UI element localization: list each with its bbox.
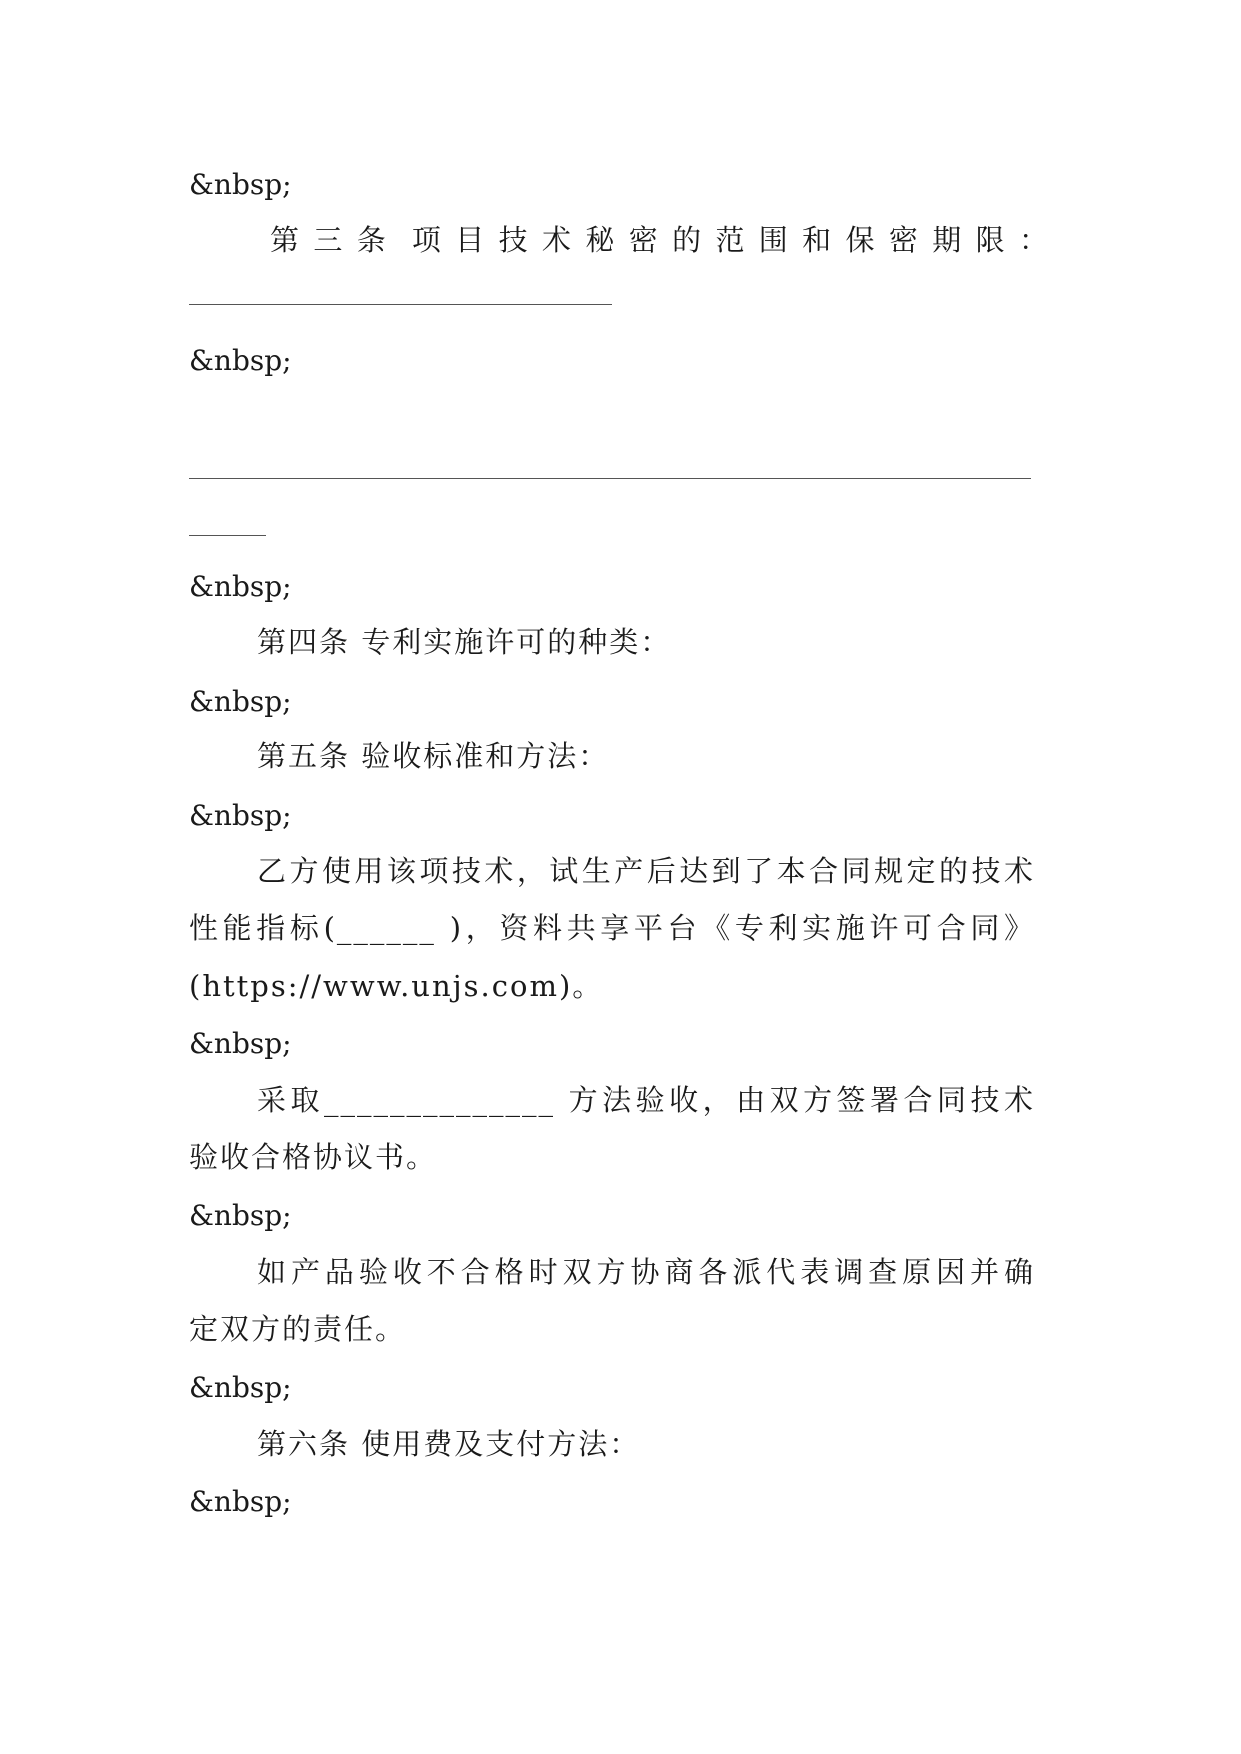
nbsp-text: &nbsp; xyxy=(189,799,292,832)
article-5-title: 第五条 验收标准和方法： xyxy=(257,739,610,773)
paragraph-line: 如产品验收不合格时双方协商各派代表调查原因并确 xyxy=(257,1255,1035,1289)
fill-in-underline xyxy=(189,478,1031,479)
paragraph-line: 定双方的责任。 xyxy=(189,1312,407,1346)
nbsp-text: &nbsp; xyxy=(189,570,292,603)
nbsp-text: &nbsp; xyxy=(189,1027,292,1060)
article-4-title: 第四条 专利实施许可的种类： xyxy=(257,625,672,659)
paragraph-line: 乙方使用该项技术，试生产后达到了本合同规定的技术 xyxy=(257,854,1035,888)
nbsp-text: &nbsp; xyxy=(189,1371,292,1404)
article-3-title: 第 三 条 项 目 技 术 秘 密 的 范 围 和 保 密 期 限 ： xyxy=(270,223,1050,257)
nbsp-text: &nbsp; xyxy=(189,168,292,201)
paragraph-line: 采取______________ 方法验收，由双方签署合同技术 xyxy=(257,1083,1035,1117)
article-6-title: 第六条 使用费及支付方法： xyxy=(257,1427,641,1461)
nbsp-text: &nbsp; xyxy=(189,685,292,718)
paragraph-line: 验收合格协议书。 xyxy=(189,1140,438,1174)
paragraph-line: (https://www.unjs.com)。 xyxy=(189,969,604,1003)
nbsp-text: &nbsp; xyxy=(189,344,292,377)
nbsp-text: &nbsp; xyxy=(189,1199,292,1232)
nbsp-text: &nbsp; xyxy=(189,1485,292,1518)
fill-in-underline xyxy=(189,304,612,305)
paragraph-line: 性能指标(______ )，资料共享平台《专利实施许可合同》 xyxy=(189,911,1035,945)
fill-in-underline xyxy=(189,535,266,536)
